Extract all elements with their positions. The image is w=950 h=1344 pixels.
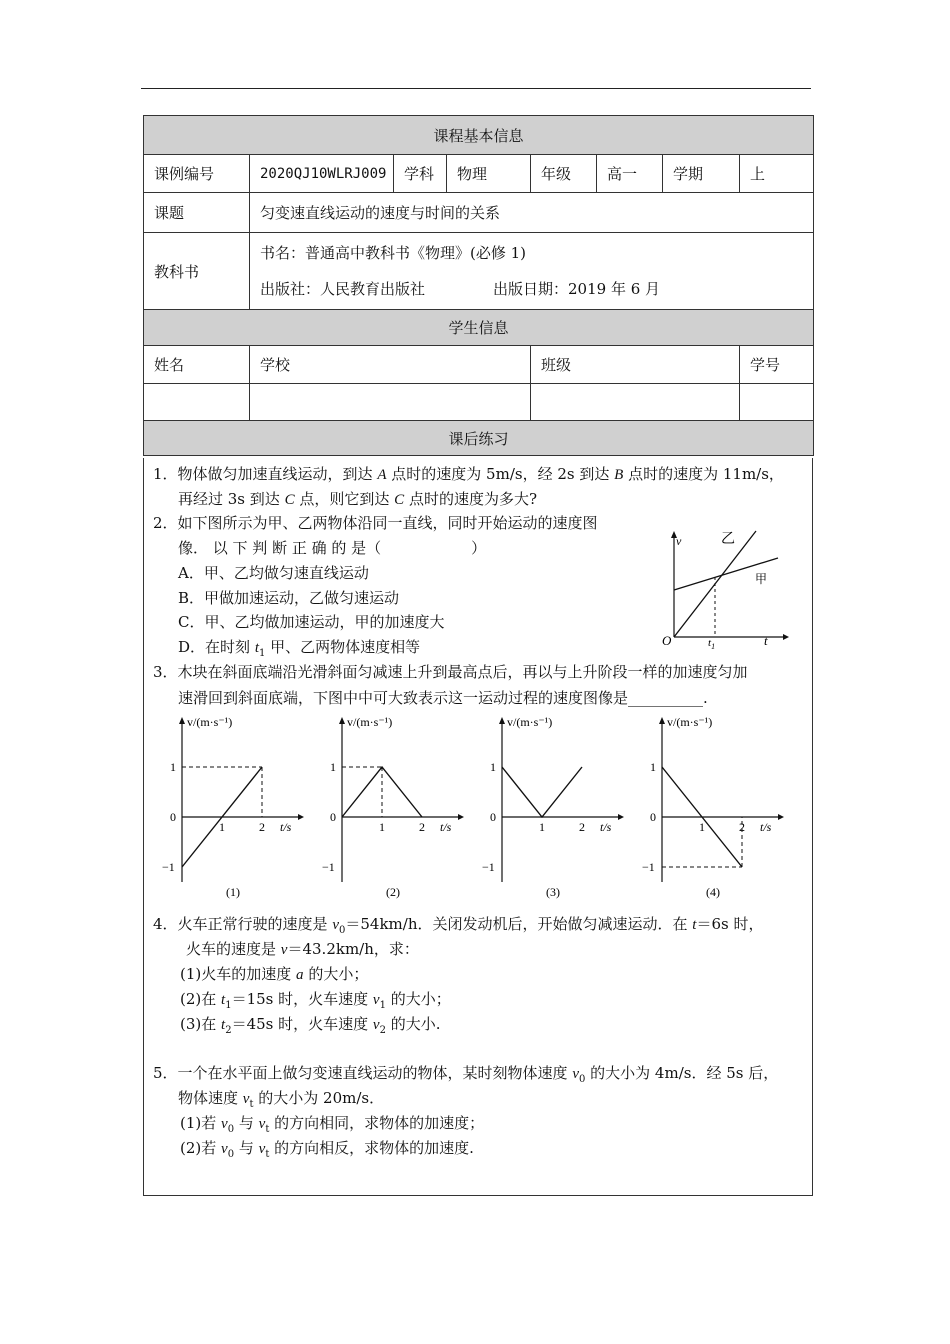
graph3-tick-x1: 1 [539, 820, 545, 834]
q3-line2: 速滑回到斜面底端，下图中中可大致表示这一运动过程的速度图像是__________. [178, 689, 708, 707]
name-header: 姓名 [144, 346, 250, 384]
publisher-line [260, 280, 813, 298]
q2-stem-line1: 2．如下图所示为甲、乙两物体沿同一直线，同时开始运动的速度图 [153, 514, 598, 532]
q4-line2: 火车的速度是 v＝43.2km/h，求： [186, 940, 419, 958]
q2-velocity-graph [660, 525, 790, 650]
graph1-tick-0: 0 [170, 810, 176, 824]
graph3-tick-0: 0 [490, 810, 496, 824]
graph2-x-label: t/s [440, 820, 452, 834]
graph3-tick-x2: 2 [579, 820, 585, 834]
exercise-header: 课后练习 [144, 421, 814, 456]
q2-v-label: v [676, 534, 682, 548]
student-id-field[interactable] [740, 384, 814, 421]
q4-line1: 4．火车正常行驶的速度是 $v_0=54km/h$．关闭发动机后，开始做匀减速运动．在 t＝6s 时， [153, 915, 764, 936]
graph1-tick-x1: 1 [219, 820, 225, 834]
graph2-caption: (2) [386, 885, 400, 899]
q2-stem-line2: 像． 以 下 判 断 正 确 的 是（ ） [178, 539, 487, 557]
graph4-tick-0: 0 [650, 810, 656, 824]
q2-t1-label: $t_1$ [708, 637, 716, 650]
subject-label: 学科 [394, 155, 447, 193]
graph3-y-label: v/(m·s⁻¹) [507, 715, 553, 729]
name-field[interactable] [144, 384, 250, 421]
grade-value: 高一 [597, 155, 663, 193]
graph1-tick-m1: −1 [162, 860, 175, 874]
graph2-t-arrow [458, 814, 464, 820]
topic-label: 课题 [144, 193, 250, 233]
graph2-y-label: v/(m·s⁻¹) [347, 715, 393, 729]
publisher: 出版社：人民教育出版社 [260, 280, 426, 298]
graph3-caption: (3) [546, 885, 560, 899]
q2-t-label: t [764, 633, 768, 648]
graph3-velocity-line [502, 767, 582, 817]
q5-sub1: (1)若 $v_0$ 与 $v_t$ 的方向相同，求物体的加速度； [180, 1114, 485, 1135]
q2-option-d: D．在时刻 $t_1$ 甲、乙两物体速度相等 [178, 638, 421, 659]
q4-sub3: (3)在 $t_2=45s$ 时，火车速度 $v_2$ 的大小. [180, 1015, 441, 1036]
graph4-caption: (4) [706, 885, 720, 899]
graph4-x-label: t/s [760, 820, 772, 834]
q2-yi-label: 乙 [721, 532, 735, 547]
course-info-table [143, 115, 814, 456]
course-info-header: 课程基本信息 [144, 116, 814, 155]
header-rule [141, 88, 811, 89]
q2-option-a: A．甲、乙均做匀速直线运动 [178, 564, 369, 582]
q2-t-arrow [783, 634, 789, 640]
graph4-tick-x1: 1 [699, 820, 705, 834]
q2-jia-label: 甲 [755, 572, 768, 586]
school-header: 学校 [250, 346, 531, 384]
graph4-v-arrow [659, 717, 665, 724]
q1-line1: 1．物体做匀加速直线运动，到达 A 点时的速度为 5m/s，经 2s 到达 B 点时的速度为 11m/s， [153, 465, 784, 483]
school-field[interactable] [250, 384, 531, 421]
term-value: 上 [740, 155, 814, 193]
q2-origin-label: O [662, 633, 672, 648]
graph2-tick-1: 1 [330, 760, 336, 774]
case-no-value: 2020QJ10WLRJ009 [250, 155, 394, 193]
topic-value: 匀变速直线运动的速度与时间的关系 [250, 193, 814, 233]
student-id-header: 学号 [740, 346, 814, 384]
graph3-t-arrow [618, 814, 624, 820]
graph1-t-arrow [298, 814, 304, 820]
q5-line1: 5．一个在水平面上做匀变速直线运动的物体，某时刻物体速度 $v_0$ 的大小为 4m/s．经 5s 后， [153, 1064, 779, 1085]
textbook-name: 书名：普通高中教科书《物理》(必修 1) [260, 244, 527, 262]
term-label: 学期 [663, 155, 740, 193]
textbook-label: 教科书 [144, 233, 250, 310]
graph4-tick-x2: 2 [739, 820, 745, 834]
textbook-cell [250, 233, 814, 310]
q3-graphs [158, 712, 798, 902]
graph1-caption: (1) [226, 885, 240, 899]
graph2-tick-0: 0 [330, 810, 336, 824]
graph2-v-arrow [339, 717, 345, 724]
q4-sub2: (2)在 $t_1=15s$ 时，火车速度 $v_1$ 的大小； [180, 990, 451, 1011]
class-field[interactable] [531, 384, 740, 421]
graph4-y-label: v/(m·s⁻¹) [667, 715, 713, 729]
q1-line2: 再经过 3s 到达 C 点，则它到达 C 点时的速度为多大? [178, 490, 537, 508]
graph1-v-arrow [179, 717, 185, 724]
q5-sub2: (2)若 $v_0$ 与 $v_t$ 的方向相反，求物体的加速度. [180, 1139, 474, 1160]
subject-value: 物理 [447, 155, 531, 193]
q2-option-b: B．甲做加速运动，乙做匀速运动 [178, 589, 400, 607]
graph3-x-label: t/s [600, 820, 612, 834]
graph1-tick-1: 1 [170, 760, 176, 774]
publish-date: 出版日期：2019 年 6 月 [493, 280, 661, 298]
graph2-tick-x1: 1 [379, 820, 385, 834]
graph4-tick-1: 1 [650, 760, 656, 774]
graph3-tick-1: 1 [490, 760, 496, 774]
q4-sub1: (1)火车的加速度 a 的大小； [180, 965, 369, 983]
graph4-t-arrow [778, 814, 784, 820]
graph1-x-label: t/s [280, 820, 292, 834]
class-header: 班级 [531, 346, 740, 384]
grade-label: 年级 [531, 155, 597, 193]
graph1-tick-x2: 2 [259, 820, 265, 834]
case-no-label: 课例编号 [144, 155, 250, 193]
q3-line1: 3．木块在斜面底端沿光滑斜面匀减速上升到最高点后，再以与上升阶段一样的加速度匀加 [153, 663, 748, 681]
graph3-tick-m1: −1 [482, 860, 495, 874]
q5-line2: 物体速度 $v_t$ 的大小为 20m/s． [178, 1089, 385, 1110]
graph4-tick-m1: −1 [642, 860, 655, 874]
graph2-tick-m1: −1 [322, 860, 335, 874]
graph2-tick-x2: 2 [419, 820, 425, 834]
q2-option-c: C．甲、乙均做加速运动，甲的加速度大 [178, 613, 445, 631]
student-info-header: 学生信息 [144, 310, 814, 346]
graph3-v-arrow [499, 717, 505, 724]
graph1-y-label: v/(m·s⁻¹) [187, 715, 233, 729]
